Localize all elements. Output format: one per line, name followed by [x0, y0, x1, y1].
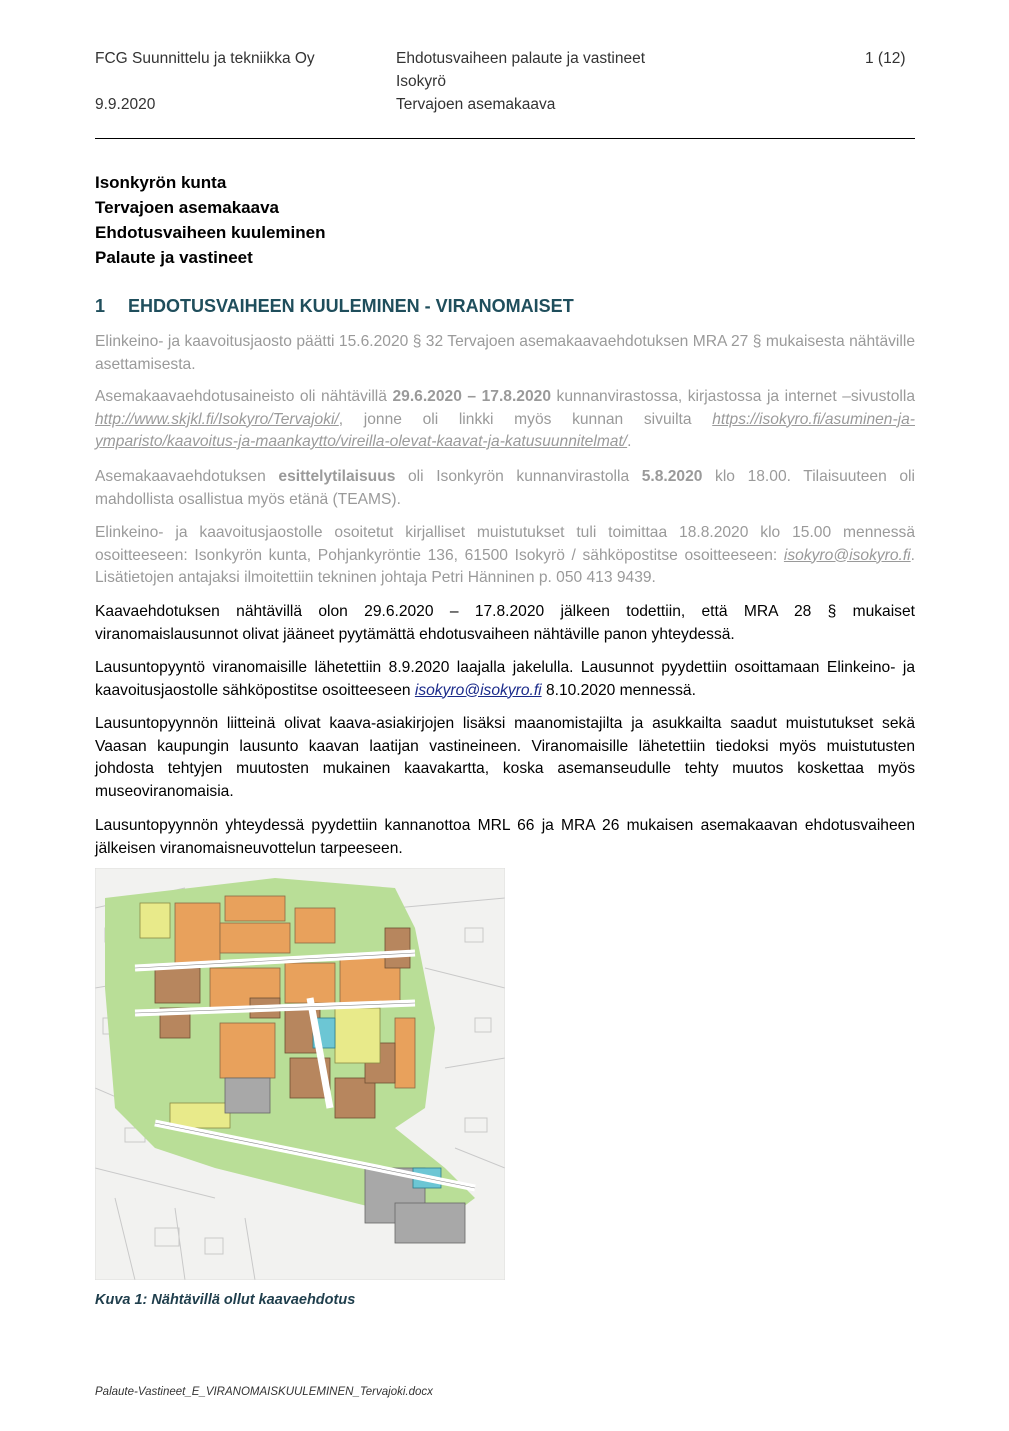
title-line-4: Palaute ja vastineet: [95, 248, 253, 267]
header-rule: [95, 138, 915, 139]
p2-text-e: .: [627, 433, 632, 450]
link-email-2[interactable]: isokyro@isokyro.fi: [414, 681, 542, 699]
p6-text-a: Lausuntopyyntö viranomaisille lähetettiin 8.9.2020 laajalla jakelulla. Lausunnot pyydettiin osoittamaan Elinkeino- ja kaavoitusjaostolle sähköpostitse osoitteeseen: [95, 659, 915, 699]
header-doc-title-3: Tervajoen asemakaava: [396, 96, 556, 113]
paragraph-5: Kaavaehdotuksen nähtävillä olon 29.6.2020 – 17.8.2020 jälkeen todettiin, että MRA 28 § mukaiset viranomaislausunnot olivat jääneet pyytämättä ehdotusvaiheen nähtäville panon yhteydessä.: [95, 603, 915, 643]
link-email-1[interactable]: isokyro@isokyro.fi: [783, 546, 911, 564]
zoning-map-image: [95, 868, 505, 1280]
p2-text-c: kunnanvirastossa, kirjastossa ja internet –sivustolla: [551, 388, 915, 405]
p6-text-b: 8.10.2020 mennessä.: [541, 681, 696, 699]
p4-text-b: . Lisätietojen antajaksi ilmoitettiin tekninen johtaja Petri Hänninen p. 050 413 9439.: [95, 546, 915, 586]
p3-event: esittelytilaisuus: [278, 468, 396, 485]
paragraph-2: [95, 386, 915, 454]
header-company: FCG Suunnittelu ja tekniikka Oy: [95, 50, 315, 67]
title-line-1: Isonkyrön kunta: [95, 173, 227, 192]
p2-text-d: , jonne oli linkki myös kunnan sivuilta: [338, 410, 713, 428]
section-title: EHDOTUSVAIHEEN KUULEMINEN - VIRANOMAISET: [128, 296, 574, 316]
p3-date: 5.8.2020: [641, 468, 703, 485]
p2-text-a: Asemakaavaehdotusaineisto oli nähtävillä: [95, 388, 393, 405]
paragraph-1: Elinkeino- ja kaavoitusjaosto päätti 15.6.2020 § 32 Tervajoen asemakaavaehdotuksen MRA 27 § mukaisesta nähtäville asettamisesta.: [95, 333, 915, 373]
p4-text-a: Elinkeino- ja kaavoitusjaostolle osoitetut kirjalliset muistutukset tuli toimittaa 18.8.2020 klo 15.00 mennessä osoitteeseen: Isonkyrön kunta, Pohjankyröntie 136, 61500 Isokyrö / sähköpostitse osoitteeseen:: [95, 524, 915, 564]
link-skjkl[interactable]: http://www.skjkl.fi/Isokyro/Tervajoki/: [95, 410, 339, 428]
title-block: [95, 170, 326, 270]
figure-caption: Kuva 1: Nähtävillä ollut kaavaehdotus: [95, 1292, 356, 1308]
header-doc-title-1: Ehdotusvaiheen palaute ja vastineet: [396, 50, 646, 67]
title-line-3: Ehdotusvaiheen kuuleminen: [95, 223, 326, 242]
title-line-2: Tervajoen asemakaava: [95, 198, 279, 217]
p3-text-a: Asemakaavaehdotuksen: [95, 468, 279, 485]
paragraph-8: Lausuntopyynnön yhteydessä pyydettiin kannanottoa MRL 66 ja MRA 26 mukaisen asemakaavan ehdotusvaiheen jälkeisen viranomaisneuvottelun tarpeeseen.: [95, 817, 915, 857]
header-date: 9.9.2020: [95, 96, 156, 113]
paragraph-6: [95, 657, 915, 702]
header-doc-title-2: Isokyrö: [396, 73, 446, 90]
paragraph-7: Lausuntopyynnön liitteinä olivat kaava-asiakirjojen lisäksi maanomistajilta ja asukkailta saadut muistutukset sekä Vaasan kaupungin lausunto kaavan laatijan vastineineen. Viranomaisille lähetettiin tiedoksi myös muistutusten johdosta tehtyjen muutosten mukainen kaavakartta, koska asemanseudulle tehty muutos koskettaa myös museoviranomaisia.: [95, 715, 915, 800]
p3-text-e: klo 18.00. Tilaisuuteen oli mahdollista osallistua myös etänä (TEAMS).: [95, 468, 915, 508]
section-number: 1: [95, 296, 106, 316]
paragraph-4: [95, 522, 915, 590]
header-page-number: 1 (12): [865, 50, 906, 67]
link-isokyro-kaavoitus[interactable]: https://isokyro.fi/asuminen-ja-ymparisto/kaavoitus-ja-maankaytto/vireilla-olevat-kaavat-ja-katusuunnitelmat/: [95, 410, 915, 450]
section-heading: [95, 296, 574, 317]
paragraph-3: [95, 466, 915, 511]
p3-text-c: oli Isonkyrön kunnanvirastolla: [395, 468, 642, 485]
footer-filename: Palaute-Vastineet_E_VIRANOMAISKUULEMINEN_Tervajoki.docx: [95, 1386, 433, 1398]
p2-dates: 29.6.2020 – 17.8.2020: [392, 388, 551, 405]
